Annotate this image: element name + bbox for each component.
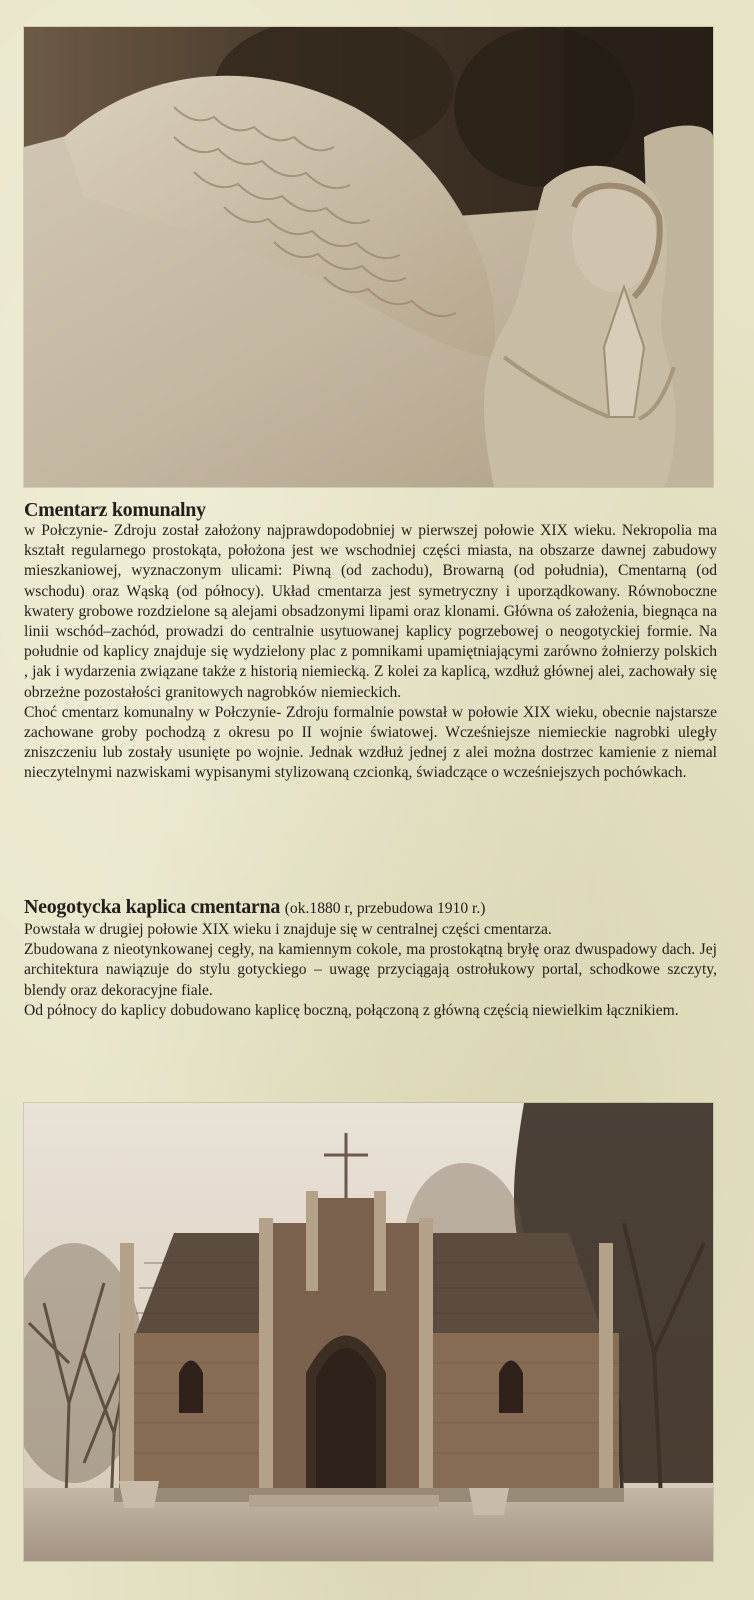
chapel-photo	[24, 1103, 713, 1561]
section-paragraph: Choć cmentarz komunalny w Połczynie- Zdroju formalnie powstał w połowie XIX wieku, obecnie najstarsze zachowane groby pochodzą z okresu po II wojnie światowej. Wcześniejsze niemieckie nagrobki uległy zniszczeniu lub zostały usunięte po wojnie. Jednak wzdłuż jednej z alei można dostrzec kamienie z niemal nieczytelnymi nazwiskami wypisanymi stylizowaną czcionką, świadczące o wcześniejszych pochówkach.	[24, 703, 717, 782]
section-title	[24, 896, 717, 920]
section-paragraph: Zbudowana z nieotynkowanej cegły, na kamiennym cokole, ma prostokątną bryłę oraz dwuspadowy dach. Jej architektura nawiązuje do stylu gotyckiego – uwagę przyciągają ostrołukowy portal, schodkowe szczyty, blendy oraz dekoracyjne fiale.	[24, 941, 717, 999]
cemetery-section	[24, 499, 717, 784]
section-paragraph: Powstała w drugiej połowie XIX wieku i znajduje się w centralnej części cmentarza.	[24, 921, 552, 938]
chapel-image	[24, 1103, 713, 1561]
section-title-main: Neogotycka kaplica cmentarna	[24, 896, 281, 918]
chapel-section	[24, 896, 717, 1021]
section-title: Cmentarz komunalny	[24, 499, 206, 521]
angel-sculpture-photo	[24, 27, 713, 487]
angel-sculpture-image	[24, 27, 713, 487]
section-subtitle: (ok.1880 r, przebudowa 1910 r.)	[284, 900, 486, 917]
section-paragraph: Od północy do kaplicy dobudowano kaplicę boczną, połączoną z główną częścią niewielkim łącznikiem.	[24, 1001, 679, 1019]
section-paragraph: w Połczynie- Zdroju został założony najprawdopodobniej w pierwszej połowie XIX wieku. Nekropolia ma kształt regularnego prostokąta, położona jest we wschodniej części miasta, na obszarze dawnej zabudowy mieszkaniowej, wyznaczonym ulicami: Piwną (od zachodu), Browarną (od południa), Cmentarną (od wschodu) oraz Wąską (od północy). Układ cmentarza jest symetryczny i uporządkowany. Równoboczne kwatery grobowe rozdzielone są alejami obsadzonymi lipami oraz klonami. Główna oś założenia, biegnąca na linii wschód–zachód, prowadzi do centralnie usytuowanej kaplicy pogrzebowej o neogotyckiej formie. Na południe od kaplicy znajduje się wydzielony plac z pomnikami upamiętniającymi zarówno żołnierzy polskich , jak i wydarzenia związane także z historią niemiecką. Z kolei za kaplicą, wzdłuż głównej alei, zachowały się obrzeżne pozostałości granitowych nagrobków niemieckich.	[24, 522, 717, 701]
